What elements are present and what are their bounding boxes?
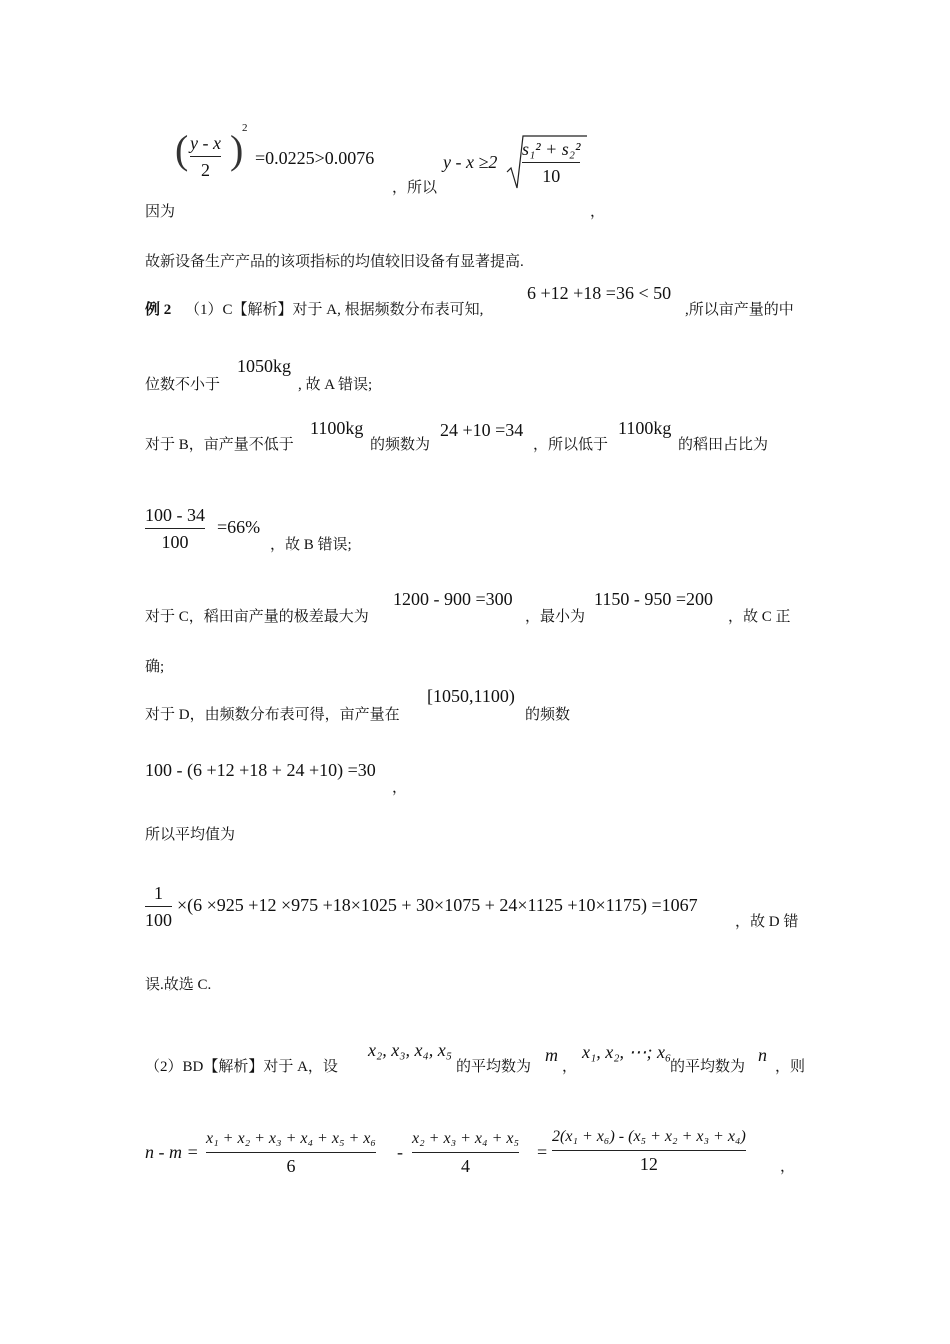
option-b-text: 对于 B，亩产量不低于 (145, 437, 294, 453)
b-wrong-text: ，故 B 错误; (270, 537, 352, 553)
right-paren: ) (230, 127, 244, 172)
average-numerator: 1 (154, 883, 163, 903)
fraction-mean-six (206, 1128, 376, 1177)
percent-value: =66% (217, 517, 261, 537)
n-minus-m: n - m = (145, 1142, 199, 1162)
f1-denominator: 6 (286, 1156, 296, 1176)
below-text: ，所以低于 (533, 437, 609, 453)
then-text: ，则 (775, 1059, 806, 1075)
sqrt-numerator: s₁² + s₂² (522, 139, 581, 159)
ratio-text: 的稻田占比为 (678, 437, 769, 453)
percent-fraction (145, 504, 205, 553)
frequency-text-d: 的频数 (525, 707, 571, 723)
mean-text-1: 的平均数为 (456, 1059, 532, 1075)
b-expression: 24 +10 =34 (440, 420, 524, 440)
f2-numerator: x₂ + x₃ + x₄ + x₅ (412, 1130, 520, 1147)
c-correct-text: ，故 C 正 (728, 609, 791, 625)
because-text: 因为 (145, 204, 176, 220)
answer-text: 误.故选 C. (145, 977, 212, 993)
f3-denominator: 12 (639, 1154, 658, 1174)
c-correct-end: 确; (145, 659, 165, 675)
f3-numerator: 2(x₁ + x₆) - (x₅ + x₂ + x₃ + x₄) (552, 1128, 746, 1145)
min-text: ，最小为 (525, 609, 586, 625)
part1-heading: （1）C【解析】对于 A, 根据频数分布表可知, (185, 302, 484, 318)
separator: ， (562, 1059, 578, 1075)
median-text: 位数不小于 (145, 377, 221, 393)
d-wrong-text: ，故 D 错 (735, 914, 799, 930)
part1-tail: ,所以亩产量的中 (685, 302, 794, 318)
var-n: n (758, 1045, 767, 1065)
f2-denominator: 4 (461, 1156, 471, 1176)
d-expression: 100 - (6 +12 +18 + 24 +10) =30 (145, 760, 376, 780)
f1-numerator: x₁ + x₂ + x₃ + x₄ + x₅ + x₆ (206, 1130, 376, 1147)
kg-1050: 1050kg (237, 356, 291, 376)
average-denominator: 100 (145, 910, 172, 930)
fraction-mean-four (412, 1128, 519, 1177)
minus-sign: - (397, 1142, 403, 1162)
option-d-text: 对于 D，由频数分布表可得，亩产量在 (145, 707, 400, 723)
fraction-y-minus-x-over-2 (190, 132, 221, 181)
equation-value: =0.0225>0.0076 (255, 148, 375, 168)
percent-denominator: 100 (161, 532, 189, 552)
d-comma: ， (392, 780, 408, 796)
vars-x2-x5: x₂, x₃, x₄, x₅ (368, 1040, 452, 1060)
part2-end-comma: ， (780, 1159, 796, 1175)
average-fraction (145, 882, 172, 931)
fraction-denominator: 2 (200, 160, 210, 180)
frequency-text: 的频数为 (370, 437, 431, 453)
option-c-text: 对于 C，稻田亩产量的极差最大为 (145, 609, 369, 625)
kg-1100: 1100kg (310, 418, 364, 438)
conclusion-text: 故新设备生产产品的该项指标的均值较旧设备有显著提高. (145, 254, 524, 270)
fraction-difference (552, 1126, 746, 1175)
kg-1100-b: 1100kg (618, 418, 672, 438)
range-min: 1150 - 950 =200 (594, 589, 713, 609)
percent-numerator: 100 - 34 (145, 505, 205, 525)
example-label: 例 2 (145, 302, 172, 318)
a-wrong-text: , 故 A 错误; (298, 377, 373, 393)
sum-expression: 6 +12 +18 =36 < 50 (527, 283, 672, 303)
var-m: m (545, 1045, 558, 1065)
average-expression: ×(6 ×925 +12 ×975 +18×1025 + 30×1075 + 24×1125 +10×1175) =1067 (177, 895, 698, 915)
range-max: 1200 - 900 =300 (393, 589, 513, 609)
part2-heading: （2）BD【解析】对于 A，设 (145, 1059, 338, 1075)
fraction-numerator: y - x (190, 133, 221, 153)
sqrt-fraction (522, 138, 580, 187)
interval: [1050,1100) (427, 686, 515, 706)
therefore-text: ，所以 (392, 180, 438, 196)
line-end-comma: ， (590, 204, 606, 220)
left-paren: ( (175, 127, 189, 172)
equals-sign: = (537, 1142, 548, 1162)
average-text: 所以平均值为 (145, 827, 236, 843)
exponent: 2 (242, 122, 248, 134)
mean-text-2: 的平均数为 (670, 1059, 746, 1075)
inequality-lhs: y - x ≥2 (443, 152, 498, 172)
sqrt-denominator: 10 (542, 166, 561, 186)
vars-x1-x6: x₁, x₂, ⋯; x₆ (582, 1042, 672, 1062)
